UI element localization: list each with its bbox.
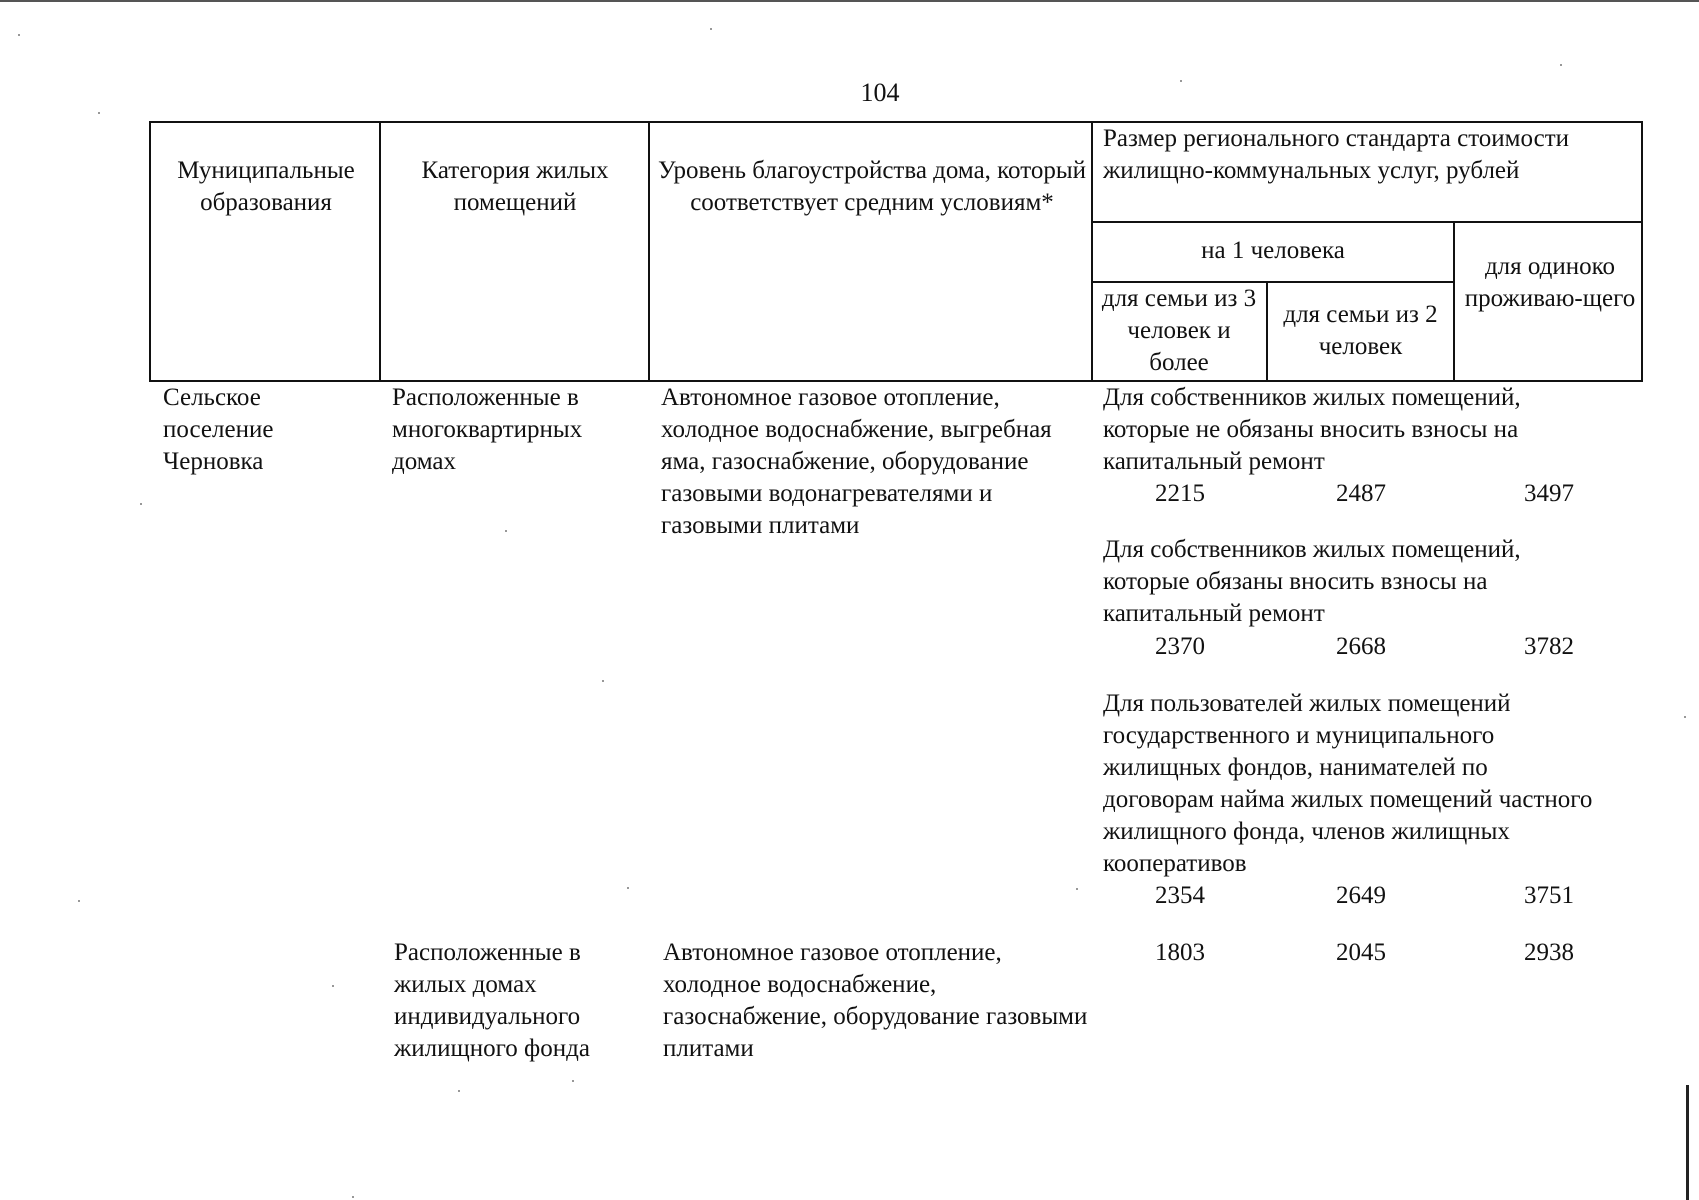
header-border-right [1641,121,1643,382]
improvement-level-2: Автономное газовое отопление, холодное водоснабжение, газоснабжение, оборудование газовыми плитами [663,939,1088,1062]
value-family2-group2: 2668 [1336,633,1386,660]
header-single: для одиноко проживаю-щего [1464,253,1636,312]
value-family3-row2: 1803 [1155,939,1205,966]
scan-speck [505,530,507,532]
group-label-3: Для пользователей жилых помещений государственного и муниципального жилищных фондов, нанимателей по договорам найма жилых помещений частного жилищного фонда, членов жилищных кооперативов [1103,690,1593,877]
value-family2-group1: 2487 [1336,480,1386,507]
header-family-3: для семьи из 3 человек и более [1101,285,1257,376]
table-header [149,121,1643,381]
scan-speck [1684,716,1686,718]
scan-speck [1076,888,1078,890]
value-single-row2: 2938 [1524,939,1574,966]
scan-speck [98,112,100,114]
scan-speck [1180,80,1182,82]
category-individual-houses: Расположенные в жилых домах индивидуального жилищного фонда [394,939,590,1062]
value-single-group2: 3782 [1524,633,1574,660]
header-subline-1 [1091,221,1643,223]
header-family-2: для семьи из 2 человек [1283,301,1438,360]
page-number: 104 [860,78,900,107]
header-category: Категория жилых помещений [421,157,609,216]
scan-speck [332,985,334,987]
scan-speck [572,1080,574,1082]
group-label-2: Для собственников жилых помещений, которые обязаны вносить взносы на капитальный ремонт [1103,536,1521,627]
scan-speck [352,1196,354,1198]
scan-speck [78,900,80,902]
scan-speck [627,887,629,889]
category-apartment-buildings: Расположенные в многоквартирных домах [392,384,583,475]
improvement-level-1: Автономное газовое отопление, холодное водоснабжение, выгребная яма, газоснабжение, оборудование газовыми водонагревателями и газовыми плитами [661,384,1052,539]
header-sep-5 [1266,281,1268,382]
value-family3-group1: 2215 [1155,480,1205,507]
scan-speck [140,503,142,505]
header-sep-2 [648,121,650,382]
scan-speck [602,680,604,682]
value-single-group1: 3497 [1524,480,1574,507]
header-per-person: на 1 человека [1201,237,1345,264]
scan-speck [710,28,712,30]
scan-edge-top [0,0,1699,2]
scan-edge-right [1686,1085,1689,1200]
header-border-left [149,121,151,382]
header-standard-size: Размер регионального стандарта стоимости жилищно-коммунальных услуг, рублей [1103,125,1570,184]
header-municipality: Муниципальные образования [177,157,355,216]
group-label-1: Для собственников жилых помещений, которые не обязаны вносить взносы на капитальный ремонт [1103,384,1521,475]
header-sep-1 [379,121,381,382]
header-improvement-level: Уровень благоустройства дома, который соответствует средним условиям* [658,157,1086,216]
scan-speck [458,1090,460,1092]
scan-speck [18,34,20,36]
scan-speck [1560,64,1562,66]
municipality-name: Сельское поселение Черновка [163,384,274,475]
value-family2-group3: 2649 [1336,882,1386,909]
header-sep-4 [1453,221,1455,382]
value-single-group3: 3751 [1524,882,1574,909]
value-family2-row2: 2045 [1336,939,1386,966]
value-family3-group2: 2370 [1155,633,1205,660]
value-family3-group3: 2354 [1155,882,1205,909]
